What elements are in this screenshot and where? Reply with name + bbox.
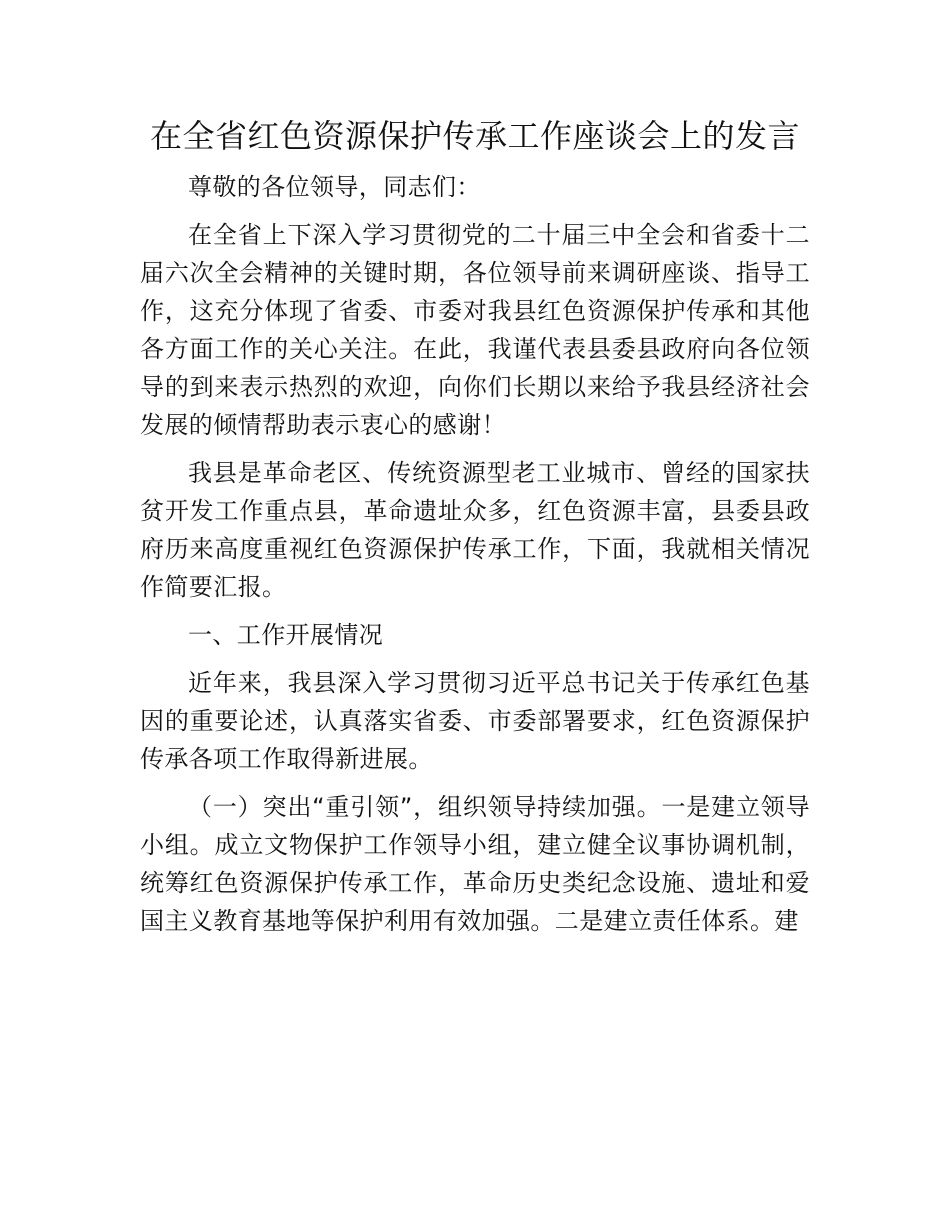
paragraph-welcome: 在全省上下深入学习贯彻党的二十届三中全会和省委十二届六次全会精神的关键时期，各位领导前来调研座谈、指导工作，这充分体现了省委、市委对我县红色资源保护传承和其他各方面工作的关心关注。在此，我谨代表县委县政府向各位领导的到来表示热烈的欢迎，向你们长期以来给予我县经济社会发展的倾情帮助表示衷心的感谢！ (140, 221, 810, 439)
paragraph-recent-years: 近年来，我县深入学习贯彻习近平总书记关于传承红色基因的重要论述，认真落实省委、市委部署要求，红色资源保护传承各项工作取得新进展。 (140, 669, 810, 773)
paragraph-leadership: （一）突出“重引领”，组织领导持续加强。一是建立领导小组。成立文物保护工作领导小组，建立健全议事协调机制，统筹红色资源保护传承工作，革命历史类纪念设施、遗址和爱国主义教育基地等保护利用有效加强。二是建立责任体系。建 (140, 793, 810, 935)
salutation: 尊敬的各位领导，同志们： (188, 173, 481, 201)
paragraph-county-intro: 我县是革命老区、传统资源型老工业城市、曾经的国家扶贫开发工作重点县，革命遗址众多，红色资源丰富，县委县政府历来高度重视红色资源保护传承工作，下面，我就相关情况作简要汇报。 (140, 459, 810, 601)
document-title: 在全省红色资源保护传承工作座谈会上的发言 (150, 117, 801, 155)
section-heading-work-progress: 一、工作开展情况 (188, 621, 384, 649)
document-page (140, 110, 810, 940)
